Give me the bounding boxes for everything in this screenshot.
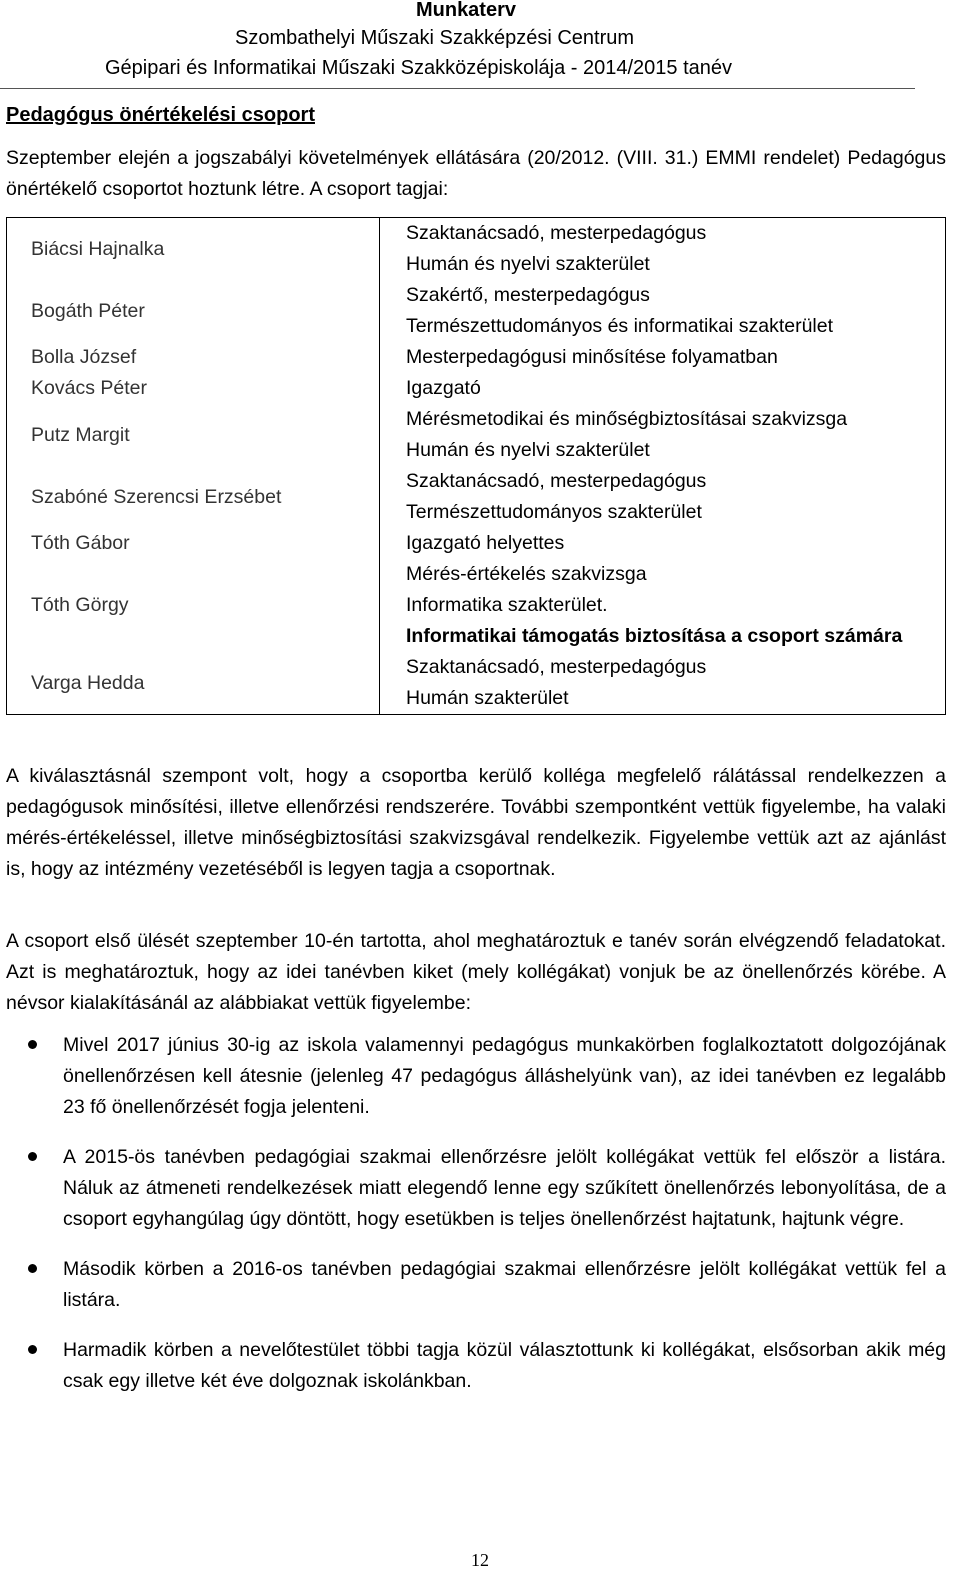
role-line: Természettudományos és informatikai szakterület xyxy=(406,315,834,337)
role-line: Mérésmetodikai és minőségbiztosításai szakvizsga xyxy=(406,408,848,430)
member-role xyxy=(380,342,946,373)
role-line: Humán szakterület xyxy=(406,687,569,709)
bullet-icon xyxy=(28,1152,37,1161)
intro-paragraph: Szeptember elején a jogszabályi követelmények ellátására (20/2012. (VIII. 31.) EMMI rendelet) Pedagógus önértékelő csoportot hoztunk létre. A csoport tagjai: xyxy=(6,147,946,200)
page-header xyxy=(0,0,960,90)
list-item-text: Mivel 2017 június 30-ig az iskola valamennyi pedagógus munkakörben foglalkoztatott dolgozójának önellenőrzésen kell átesnie (jelenleg 47 pedagógus álláshelyünk van), az idei tanévben ez legalább 23 fő önellenőrzését fogja jelenteni. xyxy=(63,1034,946,1118)
list-item xyxy=(6,1142,946,1235)
role-line: Humán és nyelvi szakterület xyxy=(406,253,650,275)
member-name: Bolla József xyxy=(7,342,380,373)
section-title: Pedagógus önértékelési csoport xyxy=(6,104,315,126)
table-row xyxy=(7,218,946,281)
header-institution: Szombathelyi Műszaki Szakképzési Centrum xyxy=(235,27,635,49)
role-line: Szaktanácsadó, mesterpedagógus xyxy=(406,656,707,678)
member-role xyxy=(380,404,946,466)
role-line-emphasis: Informatikai támogatás biztosítása a csoport számára xyxy=(406,625,903,647)
bullet-icon xyxy=(28,1264,37,1273)
list-item xyxy=(6,1254,946,1316)
member-role xyxy=(380,218,946,281)
list-item-text: Második körben a 2016-os tanévben pedagógiai szakmai ellenőrzésre jelölt kollégákat vettük fel a listára. xyxy=(63,1258,946,1311)
member-name: Tóth Gábor xyxy=(7,528,380,559)
member-name: Kovács Péter xyxy=(7,373,380,404)
role-line: Igazgató xyxy=(406,377,481,399)
member-role xyxy=(380,373,946,404)
header-school-year: Gépipari és Informatikai Műszaki Szakközépiskolája - 2014/2015 tanév xyxy=(105,57,732,79)
role-line: Természettudományos szakterület xyxy=(406,501,702,523)
header-title: Munkaterv xyxy=(415,0,516,21)
role-line: Mérés-értékelés szakvizsga xyxy=(406,563,647,585)
criteria-list xyxy=(6,1030,946,1416)
list-item-text: A 2015-ös tanévben pedagógiai szakmai ellenőrzésre jelölt kollégákat vettük fel először a listára. Náluk az átmeneti rendelkezések miatt elegendő lenne egy szűkített önellenőrzés lebonyolítása, de a csoport egyhangúlag úgy döntött, hogy esetükben is teljes önellenőrzést hajtatunk, hajtunk végre. xyxy=(63,1146,946,1230)
role-line: Humán és nyelvi szakterület xyxy=(406,439,650,461)
member-role xyxy=(380,559,946,652)
list-item xyxy=(6,1335,946,1397)
table-row xyxy=(7,280,946,342)
table-row xyxy=(7,342,946,373)
member-role xyxy=(380,466,946,528)
member-name: Tóth Görgy xyxy=(7,559,380,652)
role-line: Szaktanácsadó, mesterpedagógus xyxy=(406,470,707,492)
member-name: Varga Hedda xyxy=(7,652,380,715)
first-meeting-paragraph: A csoport első ülését szeptember 10-én tartotta, ahol meghatároztuk e tanév során elvégzendő feladatokat. Azt is meghatároztuk, hogy az idei tanévben kiket (mely kollégákat) vonjuk be az önellenőrzés körébe. A névsor kialakításánál az alábbiakat vettük figyelembe: xyxy=(6,930,946,1014)
table-row xyxy=(7,373,946,404)
list-item xyxy=(6,1030,946,1123)
member-name: Biácsi Hajnalka xyxy=(7,218,380,281)
role-line: Szakértő, mesterpedagógus xyxy=(406,284,650,306)
selection-criteria-paragraph: A kiválasztásnál szempont volt, hogy a csoportba kerülő kolléga megfelelő rálátással rendelkezzen a pedagógusok minősítési, illetve ellenőrzési rendszerére. További szempontként vettük figyelembe, ha valaki mérés-értékeléssel, illetve minőségbiztosítási szakvizsgával rendelkezik. Figyelembe vettük azt az ajánlást is, hogy az intézmény vezetéséből is legyen tagja a csoportnak. xyxy=(6,765,946,880)
table-row xyxy=(7,652,946,715)
members-table xyxy=(6,217,946,715)
table-row xyxy=(7,528,946,559)
member-name: Szabóné Szerencsi Erzsébet xyxy=(7,466,380,528)
role-line: Informatika szakterület. xyxy=(406,594,608,616)
member-name: Putz Margit xyxy=(7,404,380,466)
table-row xyxy=(7,466,946,528)
header-rule xyxy=(0,88,915,89)
member-role xyxy=(380,528,946,559)
member-name: Bogáth Péter xyxy=(7,280,380,342)
table-row xyxy=(7,404,946,466)
member-role xyxy=(380,280,946,342)
table-row xyxy=(7,559,946,652)
bullet-icon xyxy=(28,1040,37,1049)
page-number: 12 xyxy=(471,1550,489,1570)
role-line: Szaktanácsadó, mesterpedagógus xyxy=(406,222,707,244)
role-line: Mesterpedagógusi minősítése folyamatban xyxy=(406,346,778,368)
list-item-text: Harmadik körben a nevelőtestület többi tagja közül választottunk ki kollégákat, elsősorban akik még csak egy illetve két éve dolgoznak iskolánkban. xyxy=(63,1339,946,1392)
bullet-icon xyxy=(28,1345,37,1354)
member-role xyxy=(380,652,946,715)
role-line: Igazgató helyettes xyxy=(406,532,565,554)
